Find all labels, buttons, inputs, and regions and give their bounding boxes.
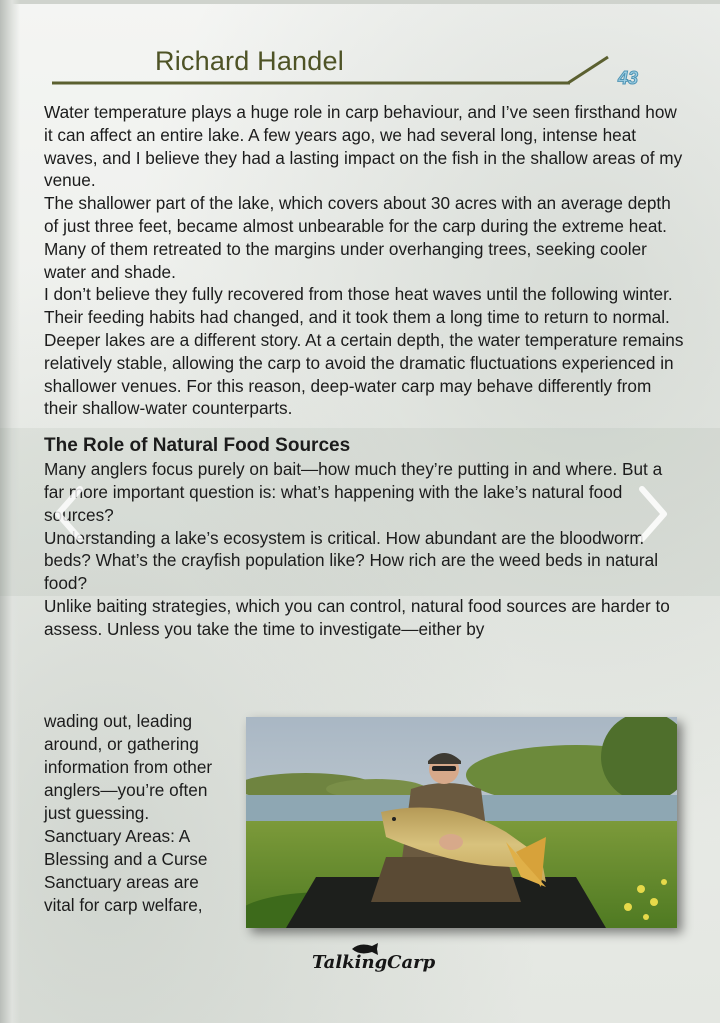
section-heading: The Role of Natural Food Sources — [44, 435, 351, 457]
article-paragraph: Unlike baiting strategies, which you can control, natural food sources are harder to assess. Unless you take the time to investigate—either by — [44, 595, 670, 639]
header-rule — [50, 52, 615, 88]
article-paragraph: Sanctuary Areas: A Blessing and a Curse — [44, 826, 208, 869]
article-paragraph: Deeper lakes are a different story. At a certain depth, the water temperature remains relatively stable, allowing the carp to avoid the dramatic fluctuations experienced in shallower venues. For this reason, deep-water carp may behave differently from their shallow-water counterparts. — [44, 329, 684, 419]
angler-holding-carp-photo — [246, 717, 677, 928]
photo-illustration — [246, 717, 677, 928]
article-paragraph: Many anglers focus purely on bait—how much they’re putting in and where. But a far more important question is: what’s happening with the lake’s natural food sources? — [44, 459, 663, 525]
article-paragraph: The shallower part of the lake, which covers about 30 acres with an average depth of just three feet, became almost unbearable for the carp during the extreme heat. Many of them retreated to the margins under overhanging trees, seeking cooler water and shade. — [44, 193, 671, 282]
chevron-left-icon[interactable] — [50, 484, 90, 544]
page-top-edge — [0, 0, 720, 4]
article-paragraph: I don’t believe they fully recovered from those heat waves until the following winter. Their feeding habits had changed, and it took them a long time to return to normal. — [44, 284, 673, 328]
wrapped-text-column — [44, 710, 234, 917]
author-name: Richard Handel — [155, 46, 344, 76]
article-paragraph: Understanding a lake’s ecosystem is critical. How abundant are the bloodworm beds? What’s the crayfish population like? How rich are the weed beds in natural food? — [44, 527, 659, 594]
article-body — [44, 101, 684, 641]
chevron-right-icon[interactable] — [632, 484, 672, 544]
article-paragraph: Sanctuary areas are vital for carp welfare, — [44, 872, 203, 915]
page-number: 43 — [618, 68, 639, 88]
logo-text: TalkingCarp — [312, 952, 436, 973]
talkingcarp-logo — [308, 942, 436, 978]
article-paragraph: wading out, leading around, or gathering information from other anglers—you’re often just guessing. — [44, 711, 213, 823]
article-paragraph: Water temperature plays a huge role in carp behaviour, and I’ve seen firsthand how it can affect an entire lake. A few years ago, we had several long, intense heat waves, and I believe they had a lasting impact on the fish in the shallow areas of my venue. — [44, 102, 683, 191]
